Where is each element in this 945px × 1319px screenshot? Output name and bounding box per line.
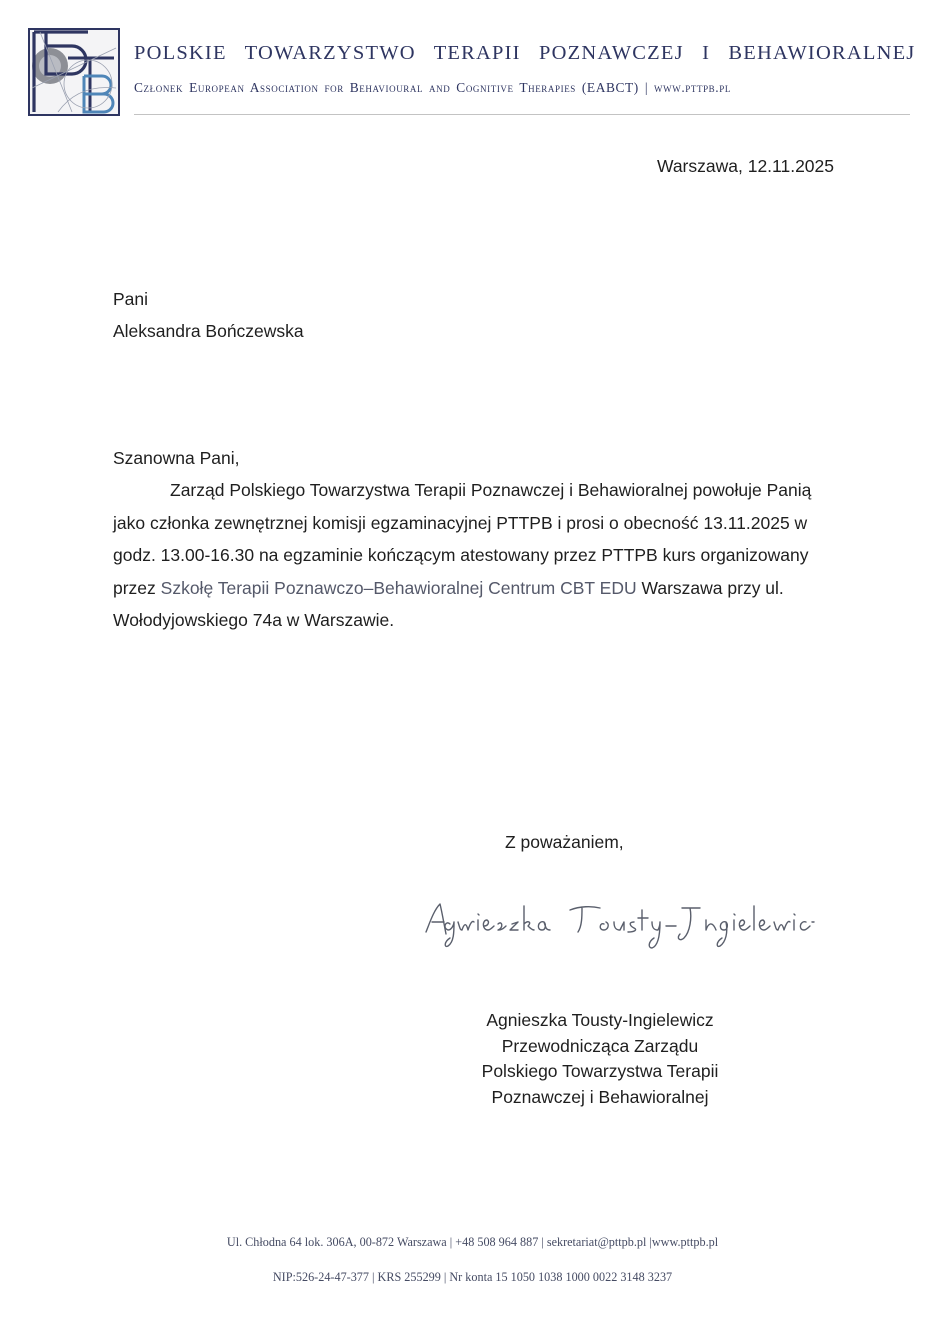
body-school-name: Szkołę Terapii Poznawczo–Behawioralnej Centrum CBT EDU <box>160 577 637 598</box>
body-text-1: Zarząd Polskiego Towarzystwa Terapii Poznawczej i Behawioralnej powołuje Panią jako członka zewnętrznej komisji egzaminacyjnej PTTPB i prosi o obecność 13.11.2025 w godz. 13.00-16.30 na egzaminie kończącym atestowany przez PTTPB kurs organizowany przez <box>113 480 812 598</box>
signatory-org-line-1: Polskiego Towarzystwa Terapii <box>481 1061 719 1081</box>
footer-registration: NIP:526-24-47-377 | KRS 255299 | Nr konta 15 1050 1038 1000 0022 3148 3237 <box>272 1270 673 1284</box>
header-divider <box>134 114 910 115</box>
svg-text:Agnieszka Tousty-Ingielewicz: Agnieszka Tousty-Ingielewicz <box>420 953 433 954</box>
organization-subtitle: Członek European Association for Behavioural and Cognitive Therapies (EABCT) | www.pttpb.pl <box>134 80 731 95</box>
signatory-role: Przewodnicząca Zarządu <box>501 1035 699 1056</box>
signatory-block <box>420 1008 780 1110</box>
salutation: Szanowna Pani, <box>113 448 240 468</box>
svg-text:PTTPB: PTTPB <box>74 114 78 115</box>
recipient-block <box>113 283 304 347</box>
handwritten-signature <box>420 892 815 954</box>
body-text-2: Warszawa przy ul. Wołodyjowskiego 74a w Warszawie. <box>113 577 784 630</box>
date-line: Warszawa, 12.11.2025 <box>656 156 834 176</box>
recipient-title: Pani <box>113 289 149 309</box>
closing: Z poważaniem, <box>505 832 624 852</box>
organization-name: POLSKIE TOWARZYSTWO TERAPII POZNAWCZEJ I BEHAWIORALNEJ <box>134 42 916 64</box>
footer-contact: Ul. Chłodna 64 lok. 306A, 00-872 Warszawa | +48 508 964 887 | sekretariat@pttpb.pl |www.pttpb.pl <box>226 1235 719 1249</box>
pttpb-logo <box>28 28 120 116</box>
signatory-org-line-2: Poznawczej i Behawioralnej <box>491 1086 709 1107</box>
signatory-name: Agnieszka Tousty-Ingielewicz <box>486 1010 714 1030</box>
letterhead <box>28 28 916 120</box>
letter-body <box>113 474 829 637</box>
recipient-name: Aleksandra Bończewska <box>113 321 304 341</box>
